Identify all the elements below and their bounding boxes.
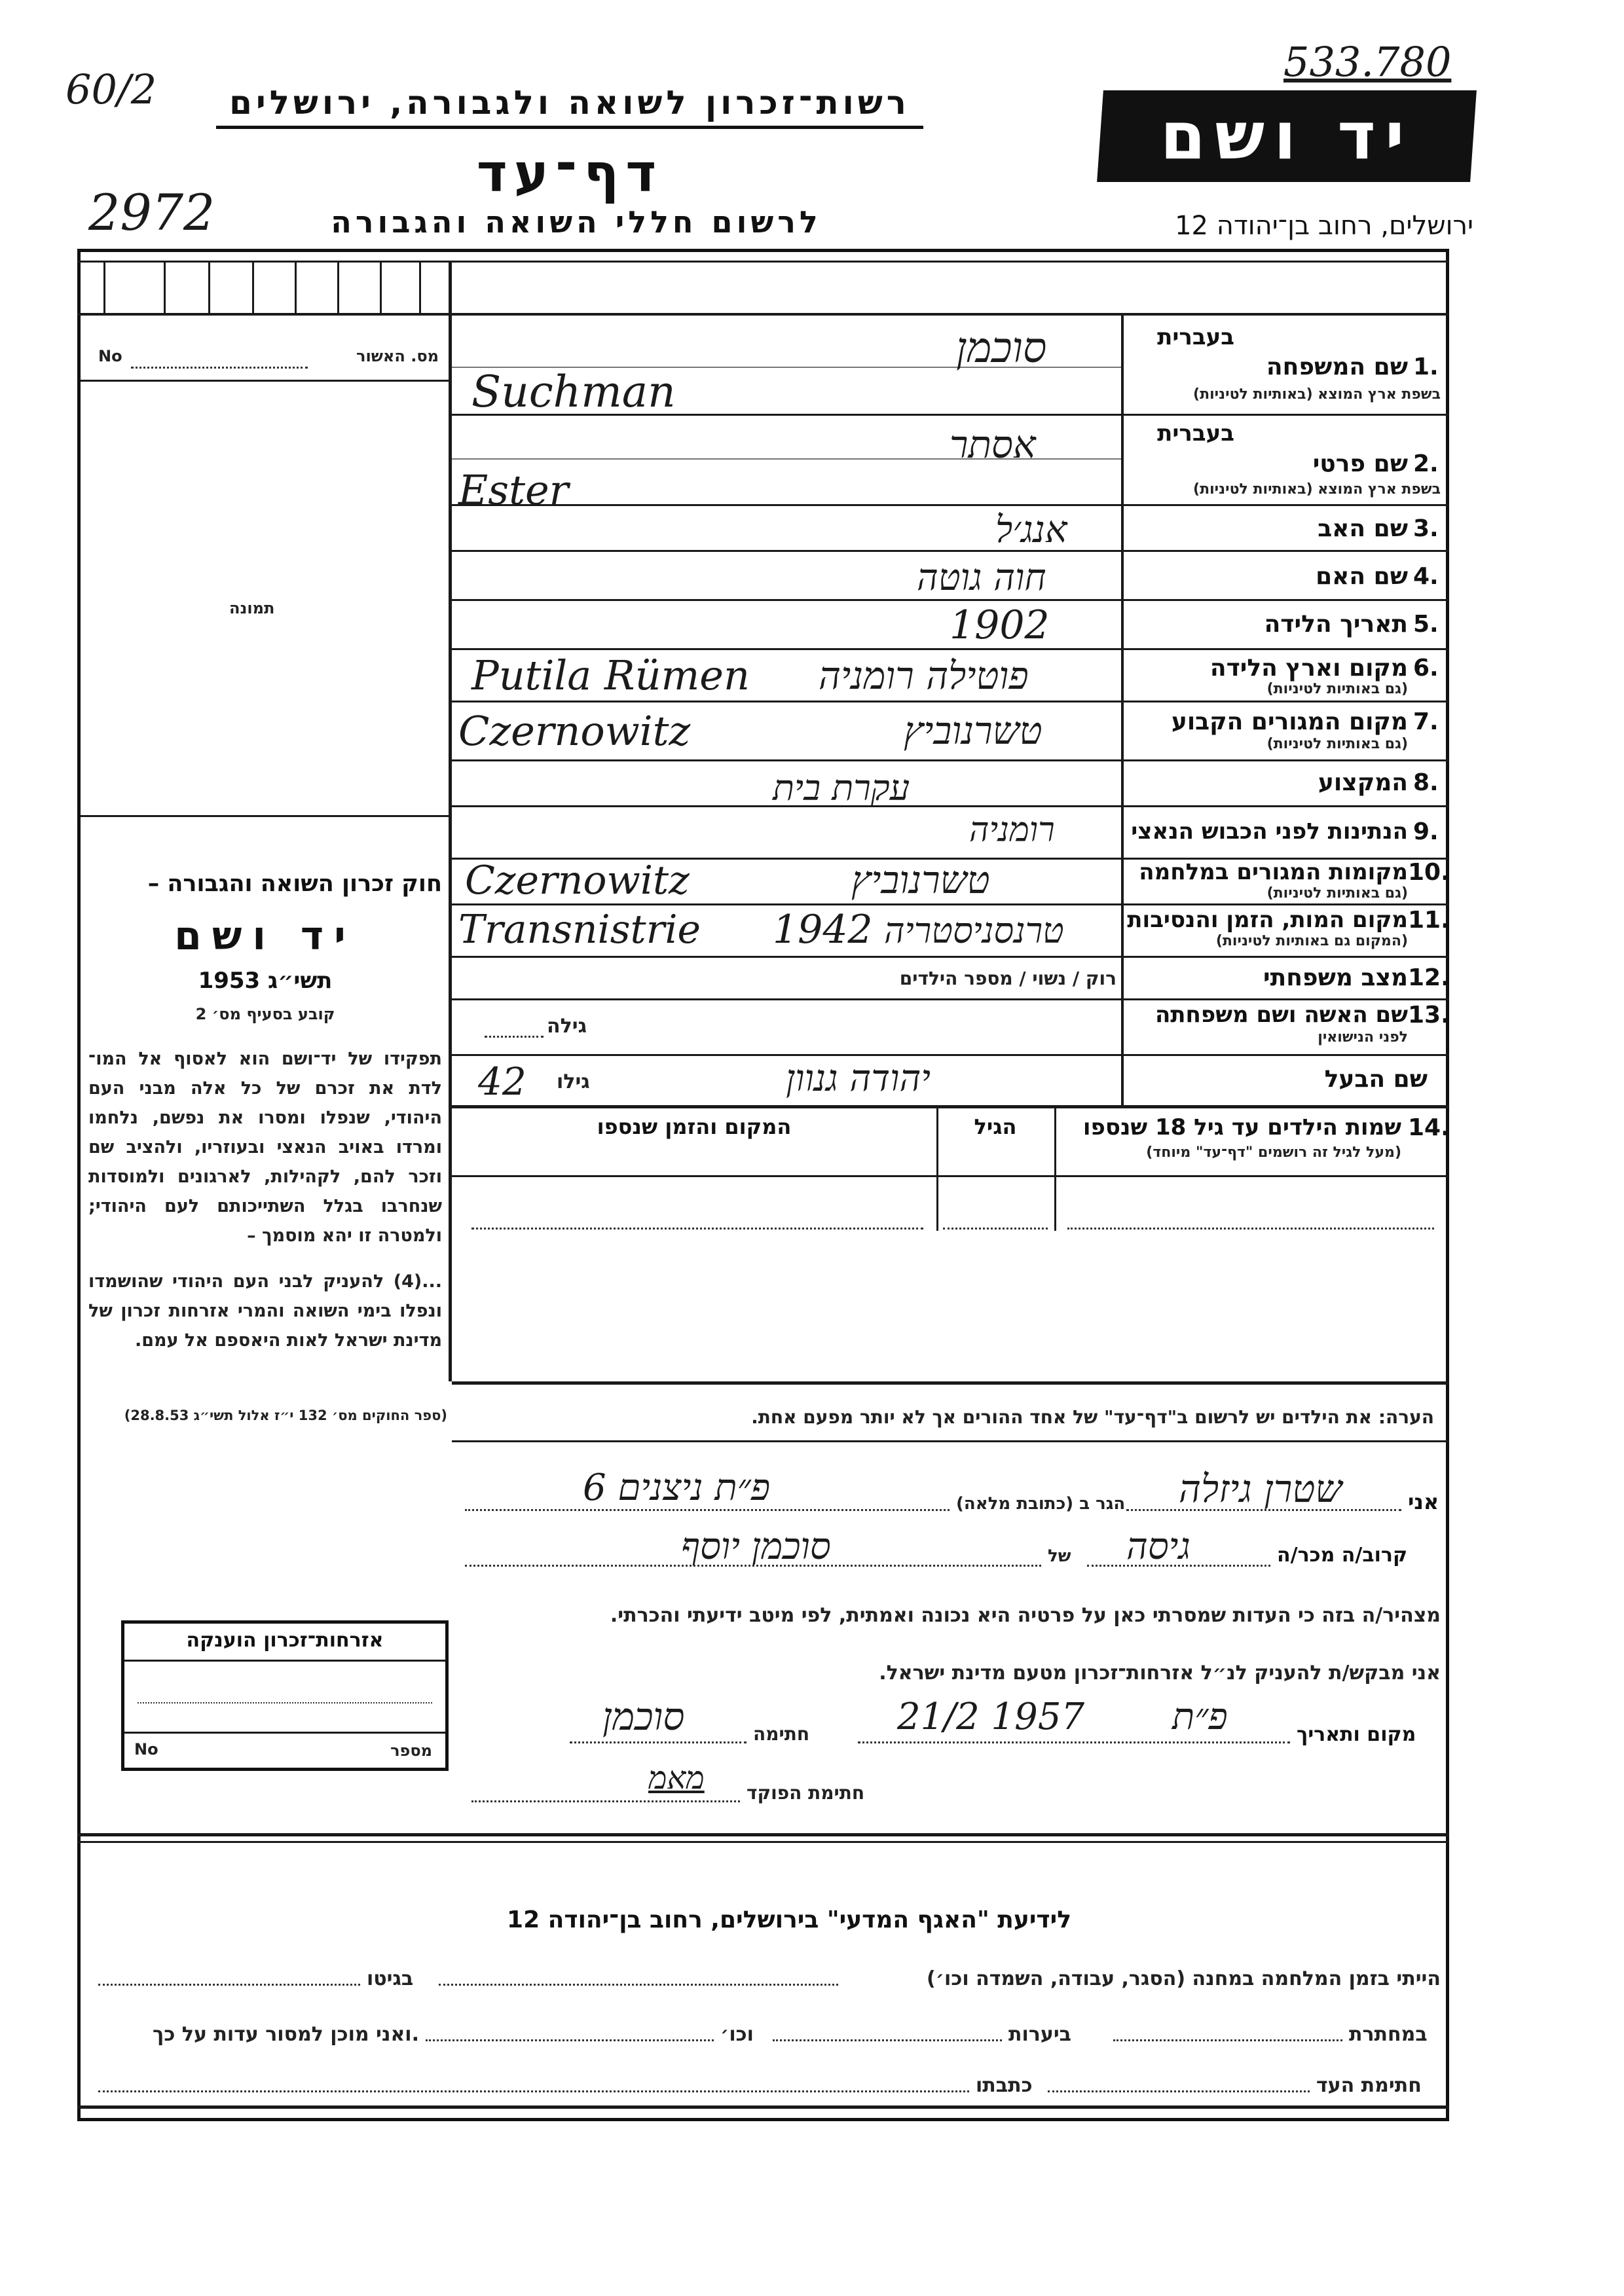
family-name-hebrew: סוכמן <box>956 324 1047 373</box>
field-8-label: המקצוע <box>1318 769 1408 796</box>
field-11-sub: (המקום גם באותיות לטיניות) <box>1215 933 1408 949</box>
father-name: אנג׳ל <box>995 509 1067 551</box>
children-sub: (מעל לגיל זה רושמים "דף־עד" מיוחד) <box>1146 1144 1401 1161</box>
field-5-label: תאריך הלידה <box>1264 611 1408 638</box>
birth-place-latin: Putila Rümen <box>471 651 750 699</box>
field-7-sub: (גם באותיות לטיניות) <box>1266 736 1408 752</box>
photo-label: תמונה <box>229 599 275 617</box>
citizenship-box <box>121 1620 449 1771</box>
declaration-text: מצהיר/ה בזה כי העדות שמסרתי כאן על פרטיה היא נכונה ואמתית, לפי מיטב ידיעתי והכרתי. <box>610 1604 1441 1627</box>
date-value: 21/2 1957 <box>897 1696 1085 1738</box>
bottom-line2-a: במחתרת <box>1349 2023 1428 2046</box>
field-8-no: 8. <box>1413 769 1439 796</box>
field-2-lang: בעברית <box>1157 420 1234 446</box>
field-11-label: מקום המות, הזמן והנסיבות <box>1127 907 1408 933</box>
children-no: 14. <box>1408 1114 1450 1141</box>
field-4-label: שם האם <box>1316 563 1408 590</box>
declarant-address: פ״ת ניצנים 6 <box>583 1467 771 1509</box>
husband-age: 42 <box>478 1059 526 1104</box>
of-value: סוכמן יוסף <box>681 1525 831 1568</box>
first-name-latin: Ester <box>458 466 569 514</box>
death-year: 1942 <box>773 907 873 953</box>
residence-hebrew: טשרנוביץ <box>904 708 1043 753</box>
citizenship-number-label: מספר <box>390 1741 432 1760</box>
address-line: ירושלים, רחוב בן־יהודה 12 <box>1175 211 1473 241</box>
relation-label: קרוב/ה מכר/ה <box>1277 1544 1408 1567</box>
request-text: אני מבקש/ת להעניק לנ״ל אזרחות־זכרון מטעם מדינת ישראל. <box>879 1662 1441 1685</box>
nationality: רומניה <box>969 811 1055 850</box>
field-6-label: מקום וארץ הלידה <box>1209 655 1408 682</box>
law-reference: (ספר החוקים מס׳ 132 י״ז אלול תשי״ג 28.8.53) <box>124 1408 447 1423</box>
note: הערה: את הילדים יש לרשום ב"דף־עד" של אחד ההורים אך לא יותר מפעם אחת. <box>751 1406 1434 1428</box>
field-9-no: 9. <box>1413 818 1439 845</box>
bottom-line1-b: בגיטו <box>367 1967 414 1990</box>
wartime-residence-latin: Czernowitz <box>465 858 690 903</box>
signature-value: סוכמן <box>602 1694 685 1739</box>
field-2-sub: בשפת ארץ המוצא (באותיות לטיניות) <box>1193 481 1441 498</box>
field-4-no: 4. <box>1413 563 1439 590</box>
marital-options: רוק / נשוי / מספר הילדים <box>899 968 1116 989</box>
field-3-no: 3. <box>1413 515 1439 542</box>
logo-text: יד ושם <box>1160 98 1414 174</box>
place-date-label: מקום ותאריך <box>1297 1723 1416 1746</box>
handwritten-number: 2972 <box>88 183 215 242</box>
form-title: דף־עד <box>476 143 663 204</box>
husband-name: יהודה גנוון <box>786 1057 931 1100</box>
field-1-no: 1. <box>1413 354 1439 380</box>
bottom-title: לידיעת "האגף המדעי" בירושלים, רחוב בן־יהודה 12 <box>507 1906 1071 1933</box>
citizenship-no: No <box>134 1740 158 1758</box>
bottom-line3-b: כתבתו <box>976 2074 1033 2097</box>
wartime-residence-hebrew: טשרנוביץ <box>851 858 990 902</box>
signature-label: חתימה <box>753 1723 810 1745</box>
field-6-sub: (גם באותיות לטיניות) <box>1266 681 1408 697</box>
officer-signature-value: מאמ <box>648 1760 705 1796</box>
reg-no-label: No <box>98 347 122 365</box>
field-10-label: מקומות המגורים במלחמה <box>1139 859 1408 885</box>
field-13-sub: לפני הנישואין <box>1318 1029 1408 1046</box>
field-9-label: הנתינות לפני הכבוש הנאצי <box>1131 818 1408 845</box>
field-13-no: 13. <box>1408 1002 1450 1029</box>
field-11-no: 11. <box>1408 907 1450 934</box>
husband-label: שם הבעל <box>1324 1066 1428 1093</box>
citizenship-title: אזרחות־זכרון הוענקה <box>186 1629 384 1652</box>
wife-age-label: גילה <box>547 1015 587 1038</box>
birth-date: 1902 <box>950 602 1050 648</box>
death-place-latin: Transnistrie <box>458 907 701 953</box>
of-label: של <box>1048 1546 1071 1566</box>
law-name: יד ושם <box>174 913 356 959</box>
field-2-label: שם פרטי <box>1312 450 1408 477</box>
bottom-line2-c: וכו׳ <box>720 2023 754 2046</box>
children-age-header: הגיל <box>974 1114 1017 1139</box>
field-7-label: מקום המגורים הקבוע <box>1171 708 1408 735</box>
field-12-label: מצב משפחתי <box>1263 964 1408 991</box>
bottom-line2-b: ביערות <box>1008 2023 1071 2046</box>
field-1-lang: בעברית <box>1157 324 1234 350</box>
field-3-label: שם האב <box>1318 515 1408 542</box>
declarant-name: שטרן גיזלה <box>1179 1467 1342 1511</box>
reg-label: מס. האשור <box>356 347 439 365</box>
handwritten-mark-top-right: 533.780 <box>1283 38 1452 86</box>
declaration-ani: אני <box>1408 1489 1439 1514</box>
field-1-label: שם המשפחה <box>1266 354 1408 380</box>
children-label: שמות הילדים עד גיל 18 שנספו <box>1082 1114 1401 1140</box>
residence-latin: Czernowitz <box>458 707 691 755</box>
org-name: רשות־זכרון לשואה ולגבורה, ירושלים <box>216 84 923 129</box>
bottom-line3-a: חתימת העד <box>1316 2074 1422 2097</box>
occupation: עקרת בית <box>773 767 910 809</box>
form-subtitle: לרשום חללי השואה והגבורה <box>331 204 822 240</box>
bottom-line1-a: הייתי בזמן המלחמה במחנה (הסגר, עבודה, השמדה וכו׳) <box>927 1967 1441 1990</box>
law-year: תשי״ג 1953 <box>198 968 333 994</box>
law-text-2: ...(4) להעניק לבני העם היהודי שהושמדו ונפלו בימי השואה והמרי אזרחות זכרון של מדינת ישראל לאות היאספם אל עמם. <box>88 1271 442 1351</box>
first-name-hebrew: אסתר <box>950 422 1036 467</box>
law-text-1: תפקידו של יד־ושם הוא לאסוף אל המו־ לדת את זכרם של כל אלה מבני העם היהודי, שנפלו ומסרו את נפשם, נלחמו ומרדו באויב הנאצי ובעוזריו, ולהציב שם וזכר להם, לקהילות, לארגונים ולמוסדות שנחרבו בגלל השתייכותם לעם היהודי; ולמטרה זו יהא מוסמך – <box>88 1049 442 1246</box>
relation-value: גיסה <box>1126 1525 1190 1568</box>
handwritten-mark-top-left: 60/2 <box>65 65 157 113</box>
field-1-sub: בשפת ארץ המוצא (באותיות לטיניות) <box>1193 386 1441 403</box>
field-2-no: 2. <box>1413 450 1439 477</box>
address-label: הגר ב (כתובת מלאה) <box>956 1494 1126 1514</box>
field-5-no: 5. <box>1413 611 1439 638</box>
law-clause: קובע בסעיף מס׳ 2 <box>195 1005 335 1023</box>
field-13-label: שם האשה ושם משפחתה <box>1154 1002 1408 1028</box>
mother-name: חוה גוטה <box>917 556 1046 599</box>
family-name-latin: Suchman <box>471 367 676 417</box>
field-7-no: 7. <box>1413 708 1439 735</box>
birth-place-hebrew: פוטילה רומניה <box>819 653 1029 698</box>
husband-age-label: גילו <box>557 1070 590 1093</box>
field-12-no: 12. <box>1408 964 1450 991</box>
death-place-hebrew: טרנסניסטריה <box>884 910 1064 951</box>
place-value: פ״ת <box>1172 1696 1228 1738</box>
children-place-header: המקום והזמן שנספו <box>597 1114 792 1139</box>
bottom-line2-d: ואני מוכן למסור עדות על כך. <box>153 2023 419 2046</box>
field-10-sub: (גם באותיות לטיניות) <box>1266 885 1408 902</box>
law-title: חוק זכרון השואה והגבורה – <box>147 871 442 897</box>
officer-signature-label: חתימת הפוקד <box>747 1782 865 1804</box>
field-6-no: 6. <box>1413 655 1439 682</box>
yad-vashem-logo <box>1097 90 1477 182</box>
field-10-no: 10. <box>1408 859 1450 886</box>
